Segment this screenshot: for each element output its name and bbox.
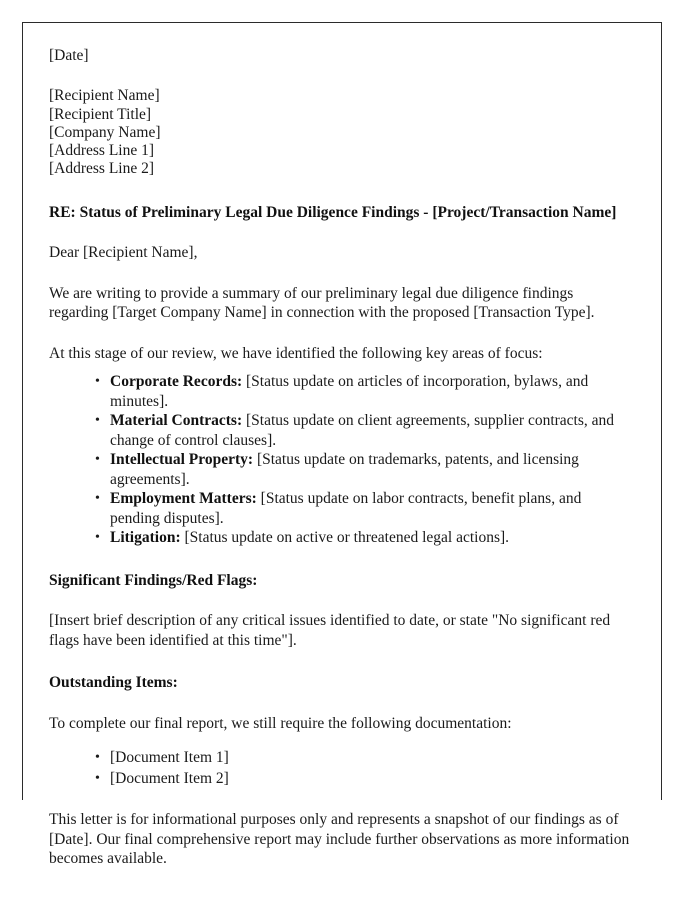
outstanding-items-list <box>49 747 633 789</box>
closing-paragraph: This letter is for informational purposes only and represents a snapshot of our findings as of [Date]. Our final comprehensive report may include further observations as more information becomes available. <box>49 811 630 868</box>
key-focus-areas-list <box>49 372 633 548</box>
subject-line: RE: Status of Preliminary Legal Due Diligence Findings - [Project/Transaction Name] <box>49 203 617 221</box>
focus-area-detail: [Status update on trademarks, patents, and licensing agreements]. <box>110 451 579 488</box>
focus-intro-paragraph: At this stage of our review, we have identified the following key areas of focus: <box>49 344 543 362</box>
findings-paragraph: [Insert brief description of any critical issues identified to date, or state "No significant red flags have been identified at this time"]. <box>49 612 611 649</box>
list-item <box>95 528 633 548</box>
list-item: • [Document Item 1] <box>95 747 633 768</box>
list-item <box>95 450 633 489</box>
opening-paragraph: We are writing to provide a summary of our preliminary legal due diligence findings regarding [Target Company Name] in connection with the proposed [Transaction Type]. <box>49 284 595 322</box>
outstanding-intro-paragraph: To complete our final report, we still require the following documentation: <box>49 714 512 732</box>
recipient-name: [Recipient Name] <box>49 87 160 105</box>
focus-area-label: Material Contracts: <box>110 412 243 430</box>
list-item: • [Document Item 2] <box>95 768 633 789</box>
outstanding-items-heading: Outstanding Items: <box>49 674 178 692</box>
focus-area-label: Litigation: <box>110 529 181 547</box>
spacer <box>49 65 633 87</box>
focus-area-detail: [Status update on client agreements, supplier contracts, and change of control clauses]. <box>110 412 615 449</box>
list-item <box>95 489 633 528</box>
date-placeholder: [Date] <box>49 47 89 64</box>
recipient-address-block <box>49 87 633 178</box>
recipient-address-line-1: [Address Line 1] <box>49 142 155 160</box>
list-item <box>95 372 633 411</box>
focus-area-detail: [Status update on active or threatened legal actions]. <box>184 529 510 547</box>
list-item <box>95 411 633 450</box>
focus-area-detail: [Status update on labor contracts, benefit plans, and pending disputes]. <box>110 490 582 527</box>
focus-area-label: Intellectual Property: <box>110 451 254 469</box>
letter-body <box>49 47 633 869</box>
findings-heading: Significant Findings/Red Flags: <box>49 571 258 589</box>
focus-area-label: Corporate Records: <box>110 373 243 391</box>
focus-area-detail: [Status update on articles of incorporation, bylaws, and minutes]. <box>110 373 589 410</box>
focus-area-label: Employment Matters: <box>110 490 257 508</box>
recipient-address-line-2: [Address Line 2] <box>49 160 155 178</box>
recipient-company: [Company Name] <box>49 123 161 141</box>
recipient-title: [Recipient Title] <box>49 105 152 123</box>
salutation: Dear [Recipient Name], <box>49 244 198 262</box>
document-page <box>22 22 662 868</box>
